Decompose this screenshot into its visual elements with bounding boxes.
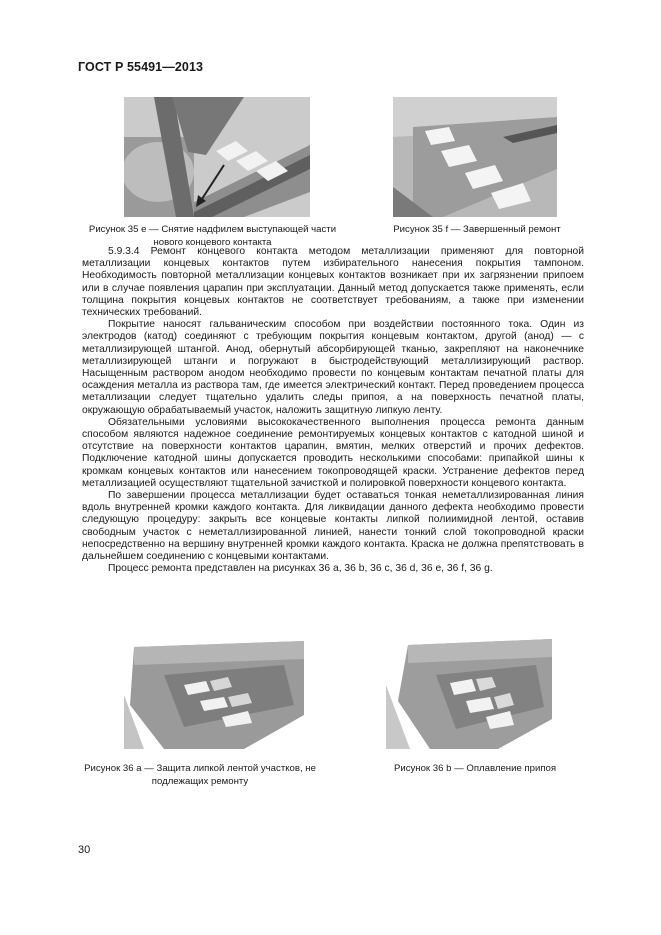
- figure-35e: [124, 97, 310, 217]
- figure-35f-photo: [393, 97, 557, 217]
- paragraph-3: Обязательными условиями высококачественного выполнения процесса ремонта данным способом являются надежное соединение ремонтируемых концевых контактов с катодной шиной и отсутствие на поверхности контактов царапин, вмятин, мелких отверстий и прочих дефектов. Подключение катодной шины допускается проводить несколькими способами: припайкой шины к кромкам концевых контактов или нанесением токопроводящей краски. Устранение дефектов перед металлизацией осуществляют тщательной зачисткой и полировкой поверхности концевого контакта.: [82, 416, 584, 489]
- figure-36b-caption: Рисунок 36 b — Оплавление припоя: [393, 763, 557, 774]
- figure-35f-caption: Рисунок 35 f — Завершенный ремонт: [393, 224, 561, 235]
- paragraph-4: По завершении процесса металлизации будет оставаться тонкая неметаллизированная линия вдоль внутренней кромки каждого контакта. Для ликвидации данного дефекта необходимо провести следующую процедуру: закрыть все концевые контакты липкой полиимидной лентой, оставив свободным участок с неметаллизированной линией, нанести тонкий слой токопроводной краски непосредственно на вершину внутренней кромки каждого контакта. Краска не должна препятствовать в дальнейшем соединению с концевыми контактами.: [82, 490, 584, 563]
- figure-36b: [386, 635, 552, 749]
- figure-36a: [124, 635, 304, 749]
- figure-35f: [393, 97, 557, 217]
- figure-36b-photo: [386, 635, 552, 749]
- figure-36a-caption: Рисунок 36 a — Защита липкой лентой участков, не подлежащих ремонту: [84, 763, 316, 787]
- figure-35e-photo: [124, 97, 310, 217]
- paragraph-5: Процесс ремонта представлен на рисунках 36 a, 36 b, 36 c, 36 d, 36 e, 36 f, 36 g.: [108, 563, 493, 575]
- body-text: [82, 246, 584, 575]
- figure-35e-caption: Рисунок 35 e — Снятие надфилем выступающей части нового концевого контакта: [88, 224, 337, 248]
- document-header: ГОСТ Р 55491—2013: [78, 60, 204, 74]
- page-number: 30: [78, 844, 91, 856]
- figure-36a-photo: [124, 635, 304, 749]
- paragraph-2: Покрытие наносят гальваническим способом при воздействии постоянного тока. Один из электродов (катод) соединяют с требующим покрытия концевым контактом, другой (анод) — с металлизирующей штангой. Анод, обернутый абсорбирующей тканью, закрепляют на наконечнике металлизирующей штанги и погружают в быстродействующий металлизирующий раствор. Насыщенным раствором анодом необходимо провести по концевым контактам печатной платы для осаждения металла из раствора там, где имеется электрический контакт. Перед проведением процесса металлизации следует тщательно удалить следы припоя, а на поверхность печатной платы, окружающую обрабатываемый участок, наложить защитную липкую ленту.: [82, 319, 584, 416]
- paragraph-1: 5.9.3.4 Ремонт концевого контакта методом металлизации применяют для повторной металлизации концевых контактов путем избирательного нанесения покрытия тампоном. Необходимость повторной металлизации концевых контактов возникает при их загрязнении припоем или в случае появления царапин при эксплуатации. Данный метод допускается также применять, если толщина покрытия концевых контактов не соответствует требованиям, а также при изменении технических требований.: [82, 246, 584, 319]
